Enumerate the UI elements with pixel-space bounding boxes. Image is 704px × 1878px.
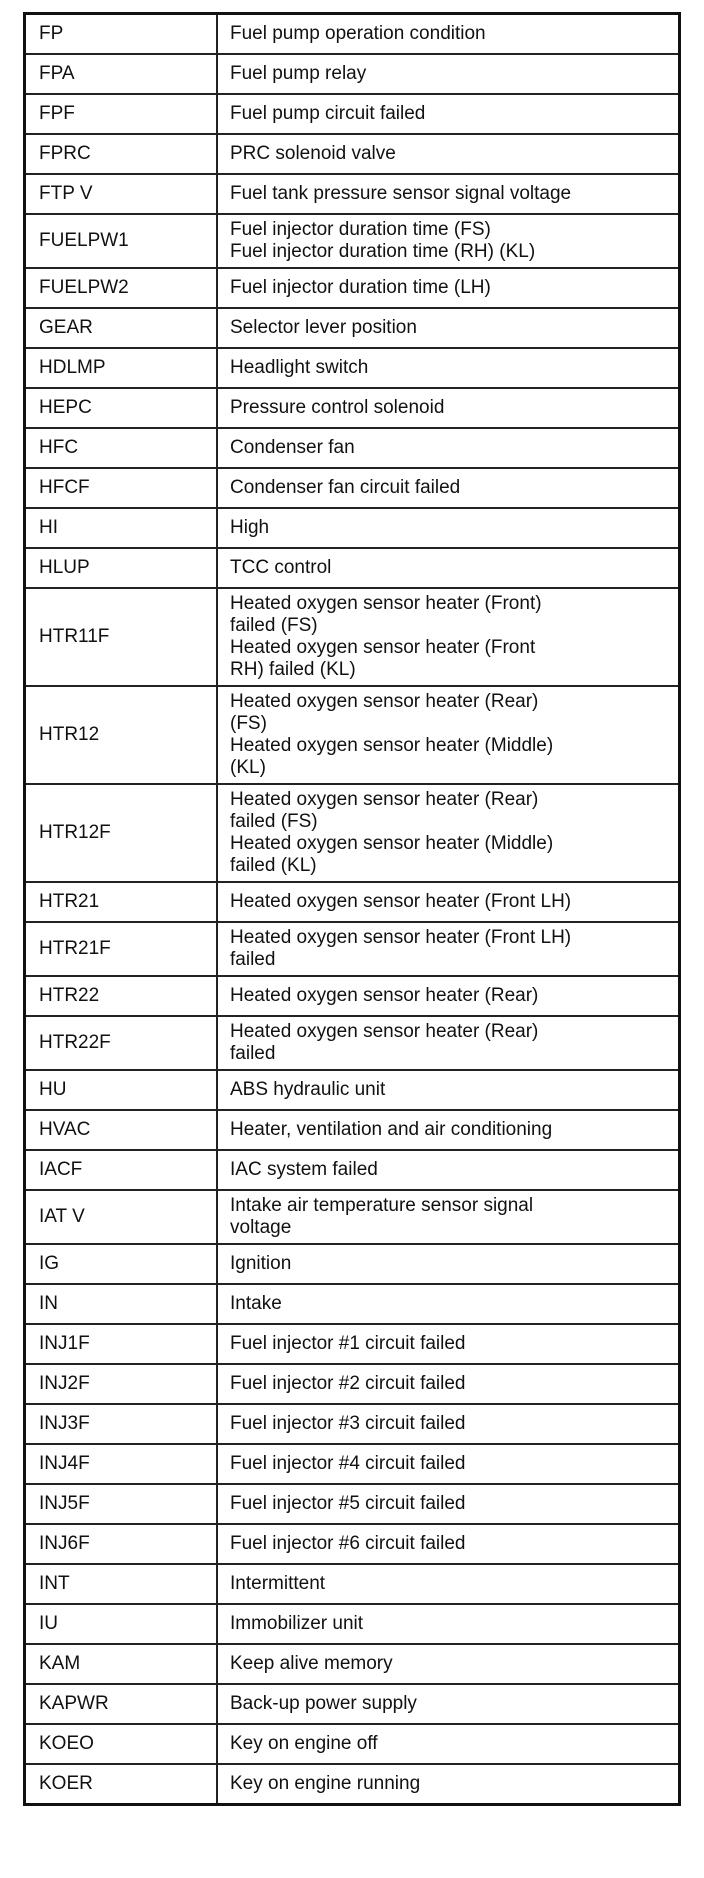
table-row: [25, 1070, 680, 1110]
description-cell: Selector lever position: [217, 308, 680, 348]
abbreviation-cell: GEAR: [25, 308, 218, 348]
description-cell: Keep alive memory: [217, 1644, 680, 1684]
description-cell: Fuel injector #6 circuit failed: [217, 1524, 680, 1564]
table-row: [25, 268, 680, 308]
abbreviation-cell: HFCF: [25, 468, 218, 508]
description-cell: Heated oxygen sensor heater (Rear) failed (FS) Heated oxygen sensor heater (Middle) failed (KL): [217, 784, 680, 882]
table-row: [25, 14, 680, 55]
description-cell: Fuel injector duration time (LH): [217, 268, 680, 308]
abbreviation-table: [23, 12, 681, 1806]
table-row: [25, 1110, 680, 1150]
abbreviation-cell: HEPC: [25, 388, 218, 428]
description-cell: Fuel pump relay: [217, 54, 680, 94]
table-row: [25, 348, 680, 388]
abbreviation-cell: HDLMP: [25, 348, 218, 388]
table-row: [25, 1564, 680, 1604]
table-row: [25, 308, 680, 348]
abbreviation-cell: FP: [25, 14, 218, 55]
description-cell: Heated oxygen sensor heater (Front LH) failed: [217, 922, 680, 976]
table-row: [25, 1764, 680, 1805]
table-row: [25, 976, 680, 1016]
abbreviation-cell: HTR12: [25, 686, 218, 784]
abbreviation-cell: INJ6F: [25, 1524, 218, 1564]
abbreviation-cell: INJ1F: [25, 1324, 218, 1364]
abbreviation-cell: IN: [25, 1284, 218, 1324]
table-row: [25, 1190, 680, 1244]
table-row: [25, 1644, 680, 1684]
table-row: [25, 508, 680, 548]
description-cell: Fuel pump operation condition: [217, 14, 680, 55]
abbreviation-cell: INJ3F: [25, 1404, 218, 1444]
description-cell: TCC control: [217, 548, 680, 588]
description-cell: Fuel injector #1 circuit failed: [217, 1324, 680, 1364]
description-cell: Key on engine running: [217, 1764, 680, 1805]
description-cell: Intake: [217, 1284, 680, 1324]
abbreviation-cell: HLUP: [25, 548, 218, 588]
table-row: [25, 428, 680, 468]
description-cell: Condenser fan circuit failed: [217, 468, 680, 508]
table-row: [25, 1016, 680, 1070]
abbreviation-cell: KAM: [25, 1644, 218, 1684]
description-cell: Fuel injector #3 circuit failed: [217, 1404, 680, 1444]
abbreviation-cell: FTP V: [25, 174, 218, 214]
abbreviation-cell: INJ2F: [25, 1364, 218, 1404]
abbreviation-cell: KOER: [25, 1764, 218, 1805]
abbreviation-cell: IACF: [25, 1150, 218, 1190]
abbreviation-cell: FUELPW2: [25, 268, 218, 308]
table-row: [25, 174, 680, 214]
description-cell: Back-up power supply: [217, 1684, 680, 1724]
table-row: [25, 922, 680, 976]
table-row: [25, 548, 680, 588]
description-cell: IAC system failed: [217, 1150, 680, 1190]
table-row: [25, 1244, 680, 1284]
table-row: [25, 1324, 680, 1364]
description-cell: Intake air temperature sensor signal voltage: [217, 1190, 680, 1244]
abbreviation-cell: INT: [25, 1564, 218, 1604]
abbreviation-cell: INJ4F: [25, 1444, 218, 1484]
description-cell: Heated oxygen sensor heater (Rear) failed: [217, 1016, 680, 1070]
abbreviation-cell: HTR22: [25, 976, 218, 1016]
table-row: [25, 1604, 680, 1644]
description-cell: Pressure control solenoid: [217, 388, 680, 428]
table-row: [25, 214, 680, 268]
table-row: [25, 1684, 680, 1724]
abbreviation-cell: HVAC: [25, 1110, 218, 1150]
description-cell: High: [217, 508, 680, 548]
abbreviation-cell: HFC: [25, 428, 218, 468]
table-row: [25, 1524, 680, 1564]
table-row: [25, 686, 680, 784]
description-cell: Key on engine off: [217, 1724, 680, 1764]
table-row: [25, 134, 680, 174]
abbreviation-cell: IU: [25, 1604, 218, 1644]
description-cell: Heater, ventilation and air conditioning: [217, 1110, 680, 1150]
description-cell: Intermittent: [217, 1564, 680, 1604]
description-cell: Immobilizer unit: [217, 1604, 680, 1644]
table-row: [25, 54, 680, 94]
description-cell: Heated oxygen sensor heater (Front) failed (FS) Heated oxygen sensor heater (Front RH) failed (KL): [217, 588, 680, 686]
abbreviation-cell: KAPWR: [25, 1684, 218, 1724]
abbreviation-table-body: [25, 14, 680, 1805]
description-cell: Heated oxygen sensor heater (Rear): [217, 976, 680, 1016]
abbreviation-cell: HTR11F: [25, 588, 218, 686]
abbreviation-cell: KOEO: [25, 1724, 218, 1764]
table-row: [25, 388, 680, 428]
description-cell: Fuel injector #2 circuit failed: [217, 1364, 680, 1404]
description-cell: Heated oxygen sensor heater (Front LH): [217, 882, 680, 922]
abbreviation-cell: IG: [25, 1244, 218, 1284]
table-row: [25, 1284, 680, 1324]
table-row: [25, 882, 680, 922]
table-row: [25, 1364, 680, 1404]
table-row: [25, 1444, 680, 1484]
abbreviation-cell: HTR12F: [25, 784, 218, 882]
abbreviation-cell: FPF: [25, 94, 218, 134]
abbreviation-cell: HTR22F: [25, 1016, 218, 1070]
abbreviation-cell: HTR21F: [25, 922, 218, 976]
table-row: [25, 1484, 680, 1524]
description-cell: Fuel pump circuit failed: [217, 94, 680, 134]
table-row: [25, 1150, 680, 1190]
table-row: [25, 94, 680, 134]
description-cell: Condenser fan: [217, 428, 680, 468]
description-cell: Heated oxygen sensor heater (Rear) (FS) Heated oxygen sensor heater (Middle) (KL): [217, 686, 680, 784]
abbreviation-cell: HI: [25, 508, 218, 548]
description-cell: Headlight switch: [217, 348, 680, 388]
abbreviation-cell: HU: [25, 1070, 218, 1110]
abbreviation-cell: FPRC: [25, 134, 218, 174]
table-row: [25, 1404, 680, 1444]
description-cell: Ignition: [217, 1244, 680, 1284]
description-cell: Fuel injector duration time (FS) Fuel injector duration time (RH) (KL): [217, 214, 680, 268]
description-cell: Fuel injector #5 circuit failed: [217, 1484, 680, 1524]
description-cell: ABS hydraulic unit: [217, 1070, 680, 1110]
table-row: [25, 588, 680, 686]
abbreviation-cell: HTR21: [25, 882, 218, 922]
abbreviation-cell: IAT V: [25, 1190, 218, 1244]
abbreviation-cell: INJ5F: [25, 1484, 218, 1524]
description-cell: Fuel tank pressure sensor signal voltage: [217, 174, 680, 214]
table-row: [25, 784, 680, 882]
table-row: [25, 1724, 680, 1764]
description-cell: Fuel injector #4 circuit failed: [217, 1444, 680, 1484]
description-cell: PRC solenoid valve: [217, 134, 680, 174]
abbreviation-cell: FUELPW1: [25, 214, 218, 268]
table-row: [25, 468, 680, 508]
abbreviation-cell: FPA: [25, 54, 218, 94]
